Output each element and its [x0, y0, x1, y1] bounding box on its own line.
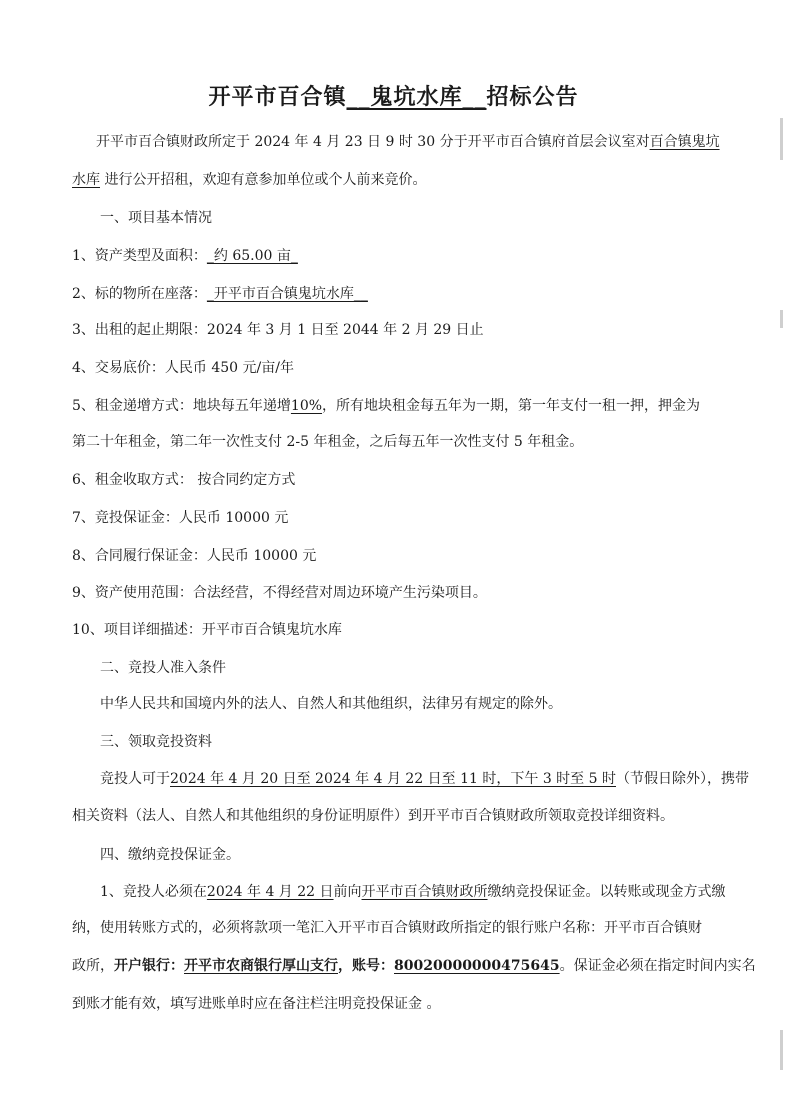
page-title	[0, 80, 787, 111]
title-part-3: 招标公告	[486, 84, 579, 110]
item-10: 10、项目详细描述：开平市百合镇鬼坑水库	[72, 622, 342, 638]
intro-location-cont: 水库	[72, 172, 100, 188]
section-4-text-3: 缴纳竞投保证金。以转账或现金方式缴	[487, 884, 726, 900]
item-5-text: ，所有地块租金每五年为一期，第一年支付一租一押，押金为	[322, 398, 701, 414]
scan-edge-mark	[780, 1030, 783, 1070]
section-4-text-2: 前向	[333, 884, 362, 900]
intro-line-2	[72, 170, 426, 190]
section-2-text: 中华人民共和国境内外的法人、自然人和其他组织，法律另有规定的除外。	[100, 696, 562, 712]
section-3-heading: 三、领取竞投资料	[100, 734, 212, 750]
item-1	[72, 246, 298, 266]
section-4-line-3	[72, 956, 756, 976]
section-3-text-2: （节假日除外），携带	[615, 771, 749, 787]
intro-text: 开平市百合镇财政所定于 2024 年 4 月 23 日 9 时 30 分于开平市百合镇府首层会议室对	[96, 134, 650, 150]
section-3-text: 竞投人可于	[100, 771, 170, 787]
item-6: 6、租金收取方式： 按合同约定方式	[72, 472, 296, 488]
bank-label: 开户银行：	[114, 958, 184, 974]
account-number: 80020000000475645	[394, 958, 560, 974]
section-4-text-5: 。保证金必须在指定时间内实名	[559, 958, 756, 974]
section-4-heading: 四、缴纳竞投保证金。	[100, 847, 240, 863]
section-3-time: 2024 年 4 月 20 日至 2024 年 4 月 22 日至 11 时，下午 3 时至 5 时	[170, 771, 616, 787]
section-4-line-2: 纳，使用转账方式的，必须将款项一笔汇入开平市百合镇财政所指定的银行账户名称：开平市百合镇财	[72, 920, 702, 936]
section-4-line-4: 到账才能有效，填写进账单时应在备注栏注明竞投保证金 。	[72, 996, 441, 1012]
section-3-line-1	[100, 769, 749, 789]
item-1-label: 1、资产类型及面积：	[72, 248, 207, 264]
section-4-text-4: 政所，	[72, 958, 114, 974]
intro-text-cont: 进行公开招租，欢迎有意参加单位或个人前来竞价。	[100, 172, 427, 188]
item-8: 8、合同履行保证金：人民币 10000 元	[72, 548, 317, 564]
item-2	[72, 284, 368, 304]
scan-edge-mark	[780, 118, 783, 160]
item-3: 3、出租的起止期限：2024 年 3 月 1 日至 2044 年 2 月 29 日止	[72, 322, 484, 338]
title-part-2: __鬼坑水库__	[346, 84, 487, 110]
item-7: 7、竞投保证金：人民币 10000 元	[72, 510, 289, 526]
item-4: 4、交易底价：人民币 450 元/亩/年	[72, 360, 294, 376]
scan-edge-mark	[780, 310, 783, 328]
item-2-value: _开平市百合镇鬼坑水库__	[206, 286, 368, 302]
item-2-label: 2、标的物所在座落：	[72, 286, 207, 302]
section-4-text: 1、竞投人必须在	[100, 884, 207, 900]
item-5-cont: 第二十年租金，第二年一次性支付 2-5 年租金，之后每五年一次性支付 5 年租金。	[72, 434, 584, 450]
section-1-heading: 一、项目基本情况	[100, 210, 212, 226]
bank-name: 开平市农商银行厚山支行	[184, 958, 338, 974]
title-part-1: 开平市百合镇	[208, 84, 347, 110]
section-2-heading: 二、竞投人准入条件	[100, 660, 226, 676]
intro-location: 百合镇鬼坑	[649, 134, 720, 150]
item-5	[72, 396, 700, 416]
item-5-label: 5、租金递增方式：地块每五年递增	[72, 398, 291, 414]
item-5-rate: 10%	[290, 398, 323, 414]
section-4-date: 2024 年 4 月 22 日	[206, 884, 334, 900]
item-1-value: _约 65.00 亩_	[206, 248, 298, 264]
section-3-line-2: 相关资料（法人、自然人和其他组织的身份证明原件）到开平市百合镇财政所领取竞投详细资料。	[72, 808, 674, 824]
item-9: 9、资产使用范围：合法经营，不得经营对周边环境产生污染项目。	[72, 585, 487, 601]
section-4-line-1	[100, 882, 726, 902]
intro-line-1	[96, 132, 720, 152]
section-4-office: 开平市百合镇财政所	[361, 884, 488, 900]
account-label: ，账号：	[338, 958, 394, 974]
